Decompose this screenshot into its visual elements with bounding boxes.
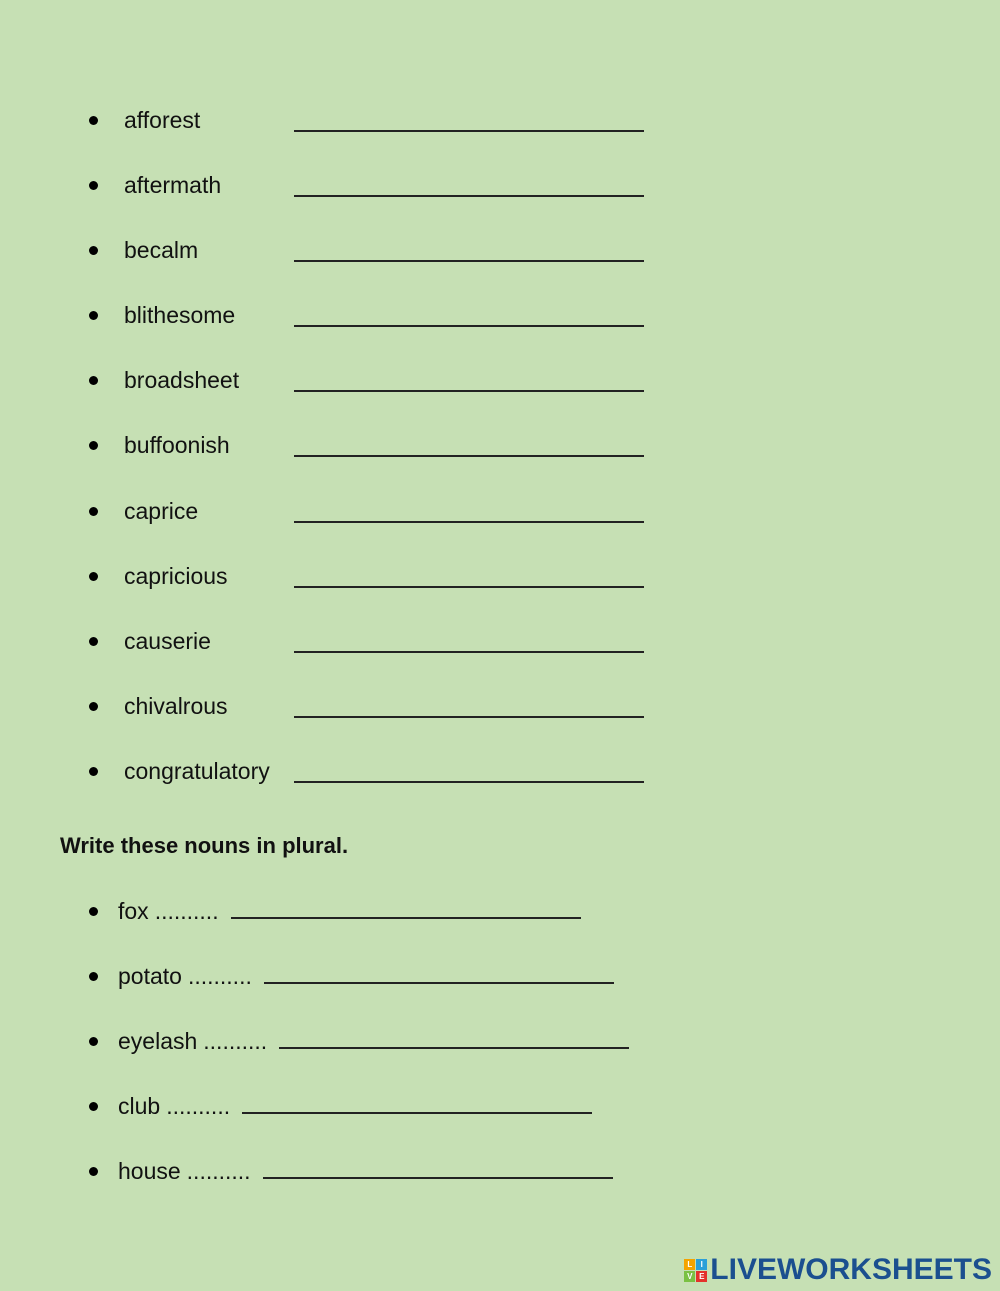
answer-line[interactable]	[294, 651, 644, 653]
plural-item	[118, 1027, 629, 1055]
vocabulary-word: becalm	[124, 237, 199, 263]
list-bullet	[89, 972, 98, 981]
logo-mark-letter: V	[684, 1271, 695, 1282]
list-bullet	[89, 376, 98, 385]
answer-line[interactable]	[294, 325, 644, 327]
dot-leader: ..........	[154, 898, 219, 924]
vocabulary-word: broadsheet	[124, 367, 240, 393]
answer-line[interactable]	[279, 1047, 629, 1049]
answer-line[interactable]	[294, 781, 644, 783]
list-bullet	[89, 637, 98, 646]
answer-line[interactable]	[294, 130, 644, 132]
logo-mark-letter: L	[684, 1259, 695, 1270]
answer-line[interactable]	[263, 1177, 613, 1179]
list-bullet	[89, 311, 98, 320]
list-bullet	[89, 1167, 98, 1176]
list-bullet	[89, 907, 98, 916]
answer-line[interactable]	[242, 1112, 592, 1114]
section-heading: Write these nouns in plural.	[60, 833, 349, 858]
answer-line[interactable]	[294, 455, 644, 457]
list-bullet	[89, 246, 98, 255]
plural-item	[118, 1157, 613, 1185]
answer-line[interactable]	[294, 586, 644, 588]
list-bullet	[89, 116, 98, 125]
list-bullet	[89, 1037, 98, 1046]
logo-mark-icon	[684, 1259, 707, 1282]
answer-line[interactable]	[264, 982, 614, 984]
logo-mark-letter: I	[696, 1259, 707, 1270]
plural-item	[118, 962, 614, 990]
dot-leader: ..........	[203, 1028, 268, 1054]
answer-line[interactable]	[294, 390, 644, 392]
list-bullet	[89, 1102, 98, 1111]
list-bullet	[89, 181, 98, 190]
answer-line[interactable]	[294, 521, 644, 523]
list-bullet	[89, 507, 98, 516]
list-bullet	[89, 702, 98, 711]
answer-line[interactable]	[294, 260, 644, 262]
vocabulary-word: afforest	[124, 107, 201, 133]
vocabulary-word: buffoonish	[124, 432, 230, 458]
noun-word: eyelash	[118, 1028, 198, 1054]
dot-leader: ..........	[166, 1093, 231, 1119]
answer-line[interactable]	[231, 917, 581, 919]
list-bullet	[89, 572, 98, 581]
liveworksheets-logo	[684, 1255, 992, 1285]
vocabulary-word: capricious	[124, 563, 228, 589]
dot-leader: ..........	[186, 1158, 251, 1184]
vocabulary-word: aftermath	[124, 172, 222, 198]
logo-text: LIVEWORKSHEETS	[710, 1253, 992, 1286]
vocabulary-word: blithesome	[124, 302, 236, 328]
answer-line[interactable]	[294, 716, 644, 718]
vocabulary-word: caprice	[124, 498, 199, 524]
answer-line[interactable]	[294, 195, 644, 197]
vocabulary-word: causerie	[124, 628, 211, 654]
noun-word: fox	[118, 898, 149, 924]
plural-item	[118, 1092, 592, 1120]
noun-word: house	[118, 1158, 181, 1184]
list-bullet	[89, 441, 98, 450]
list-bullet	[89, 767, 98, 776]
noun-word: potato	[118, 963, 182, 989]
vocabulary-word: congratulatory	[124, 758, 270, 784]
dot-leader: ..........	[187, 963, 252, 989]
logo-mark-letter: E	[696, 1271, 707, 1282]
noun-word: club	[118, 1093, 161, 1119]
vocabulary-word: chivalrous	[124, 693, 228, 719]
plural-item	[118, 897, 581, 925]
